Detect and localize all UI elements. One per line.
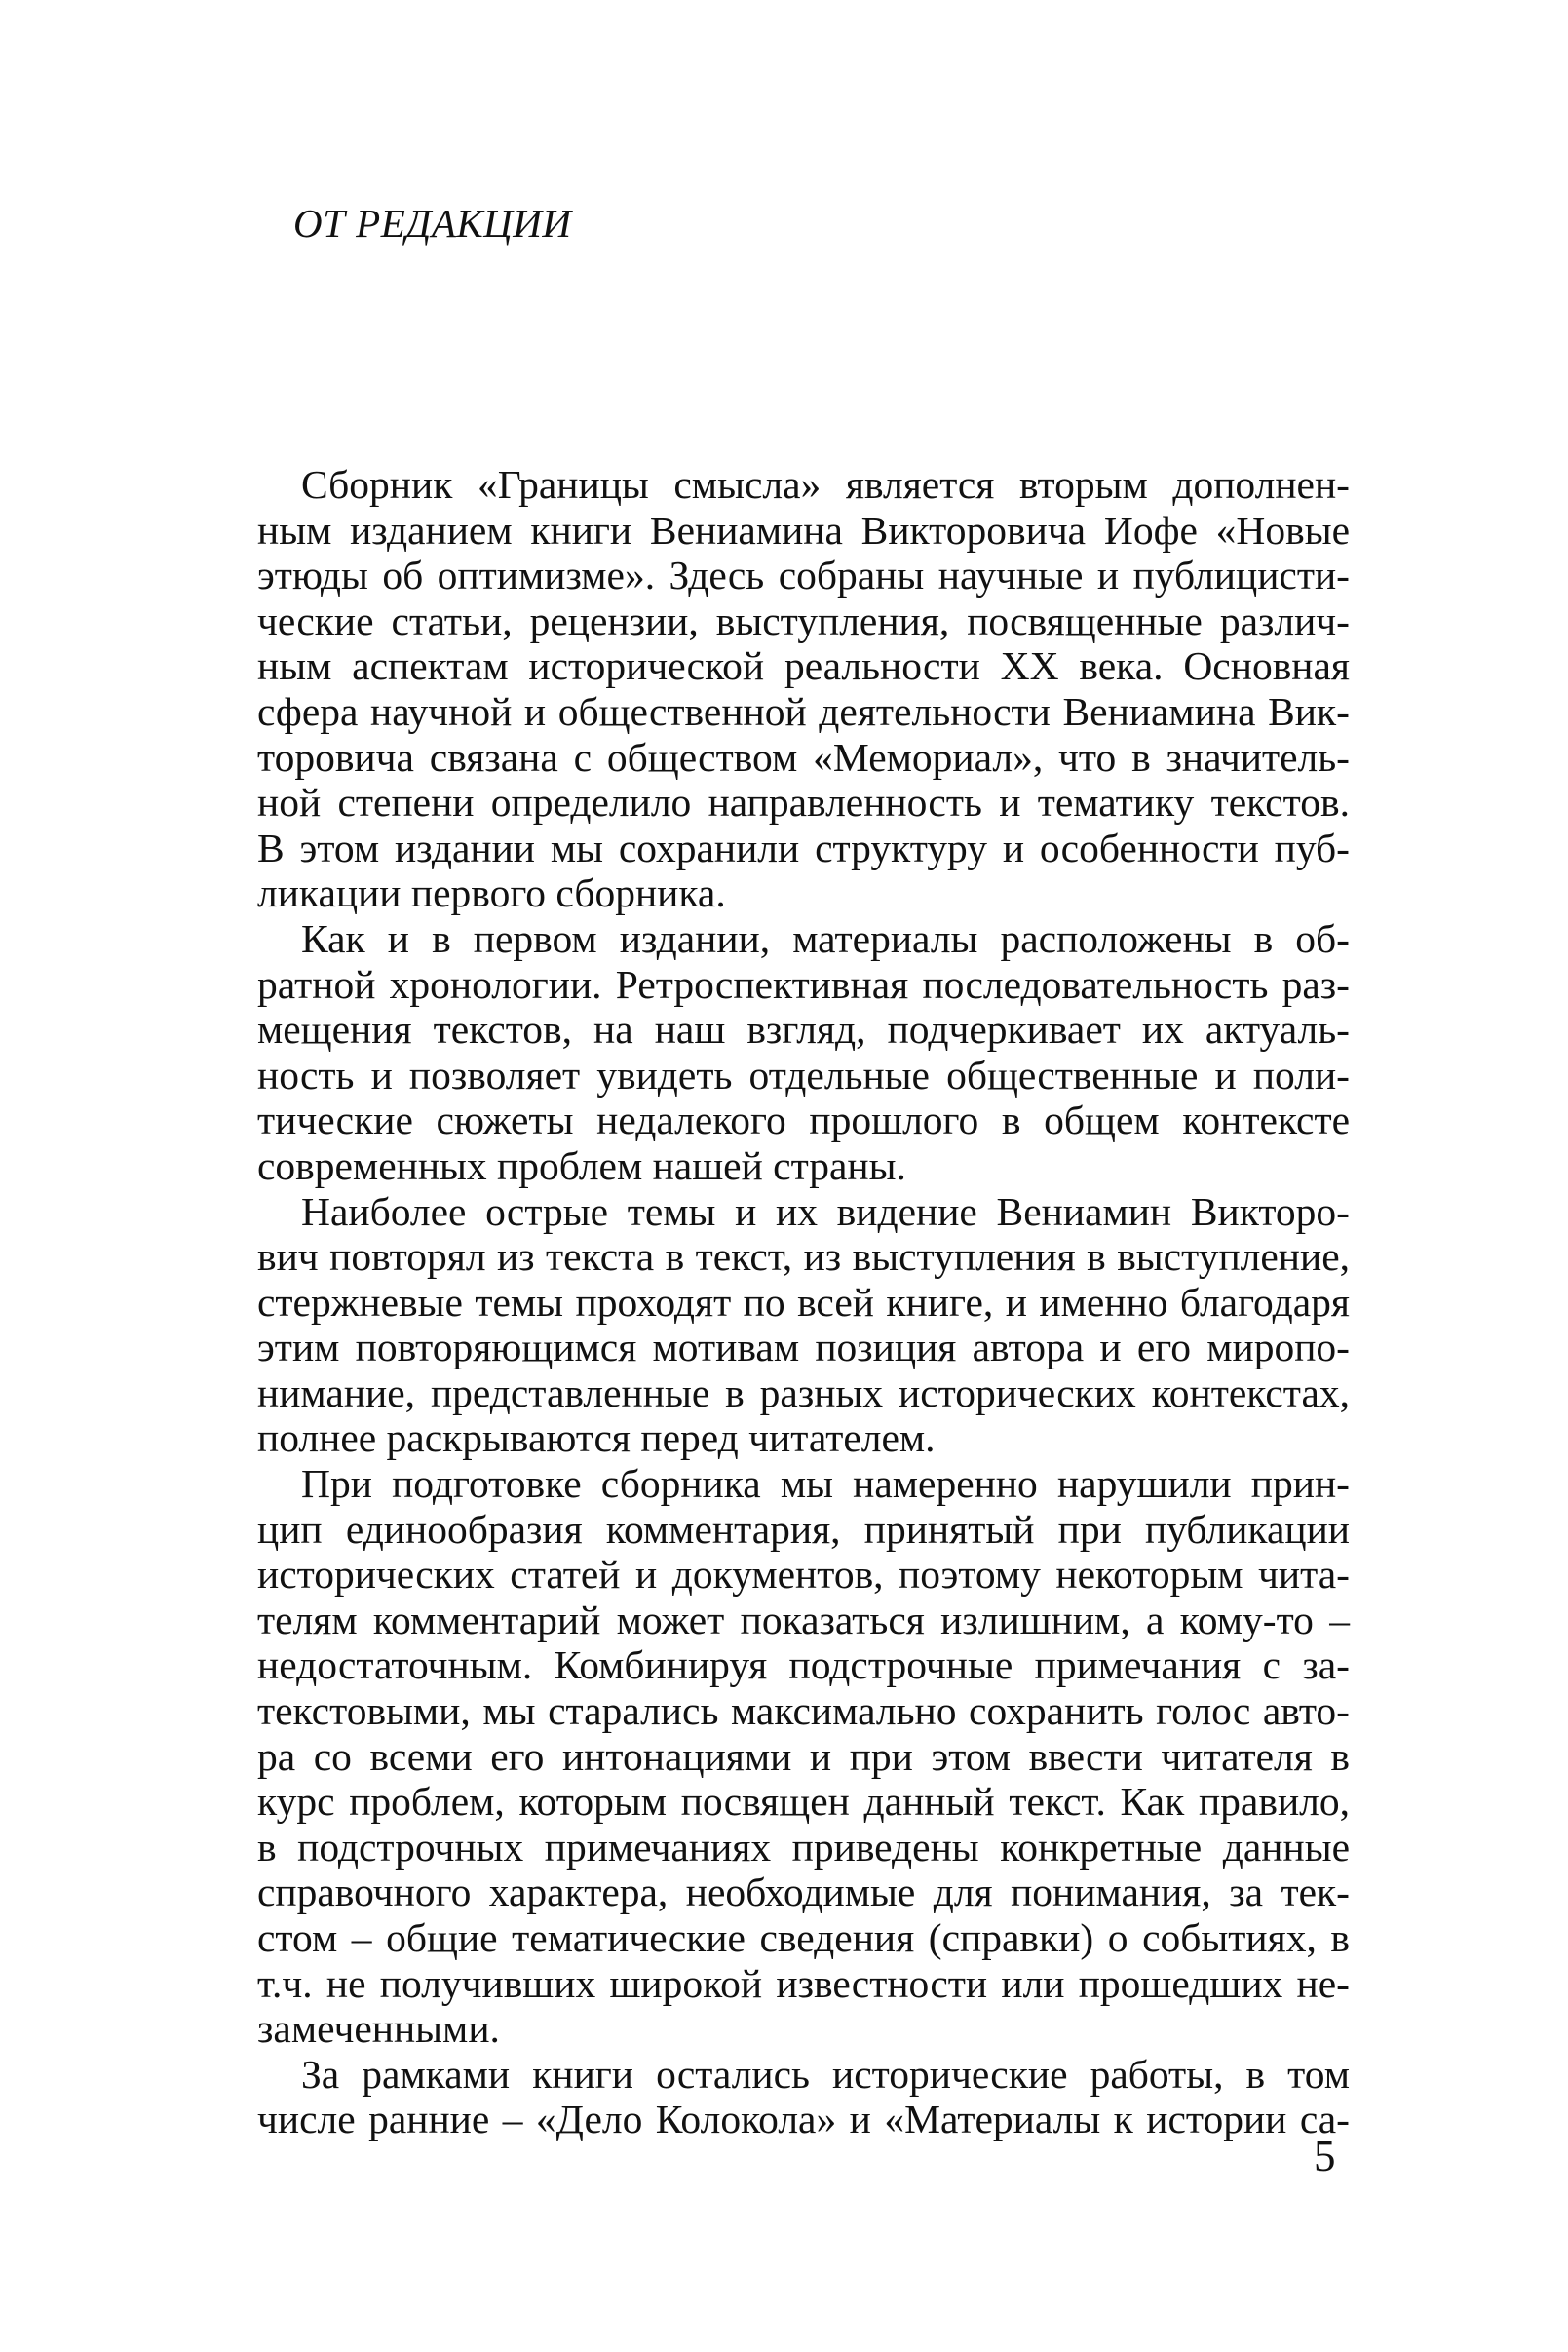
- text-line: в подстрочных примечаниях приведены конкретные данные: [257, 1824, 1350, 1870]
- text-line: курс проблем, которым посвящен данный текст. Как правило,: [257, 1779, 1350, 1825]
- text-line: ной степени определило направленность и тематику текстов.: [257, 780, 1350, 826]
- text-line: ратной хронологии. Ретроспективная последовательность раз-: [257, 961, 1350, 1007]
- text-line: ческие статьи, рецензии, выступления, посвященные различ-: [257, 598, 1350, 643]
- text-line: тические сюжеты недалекого прошлого в общем контексте: [257, 1098, 1350, 1143]
- text-line: этим повторяющимся мотивам позиция автора и его миропо-: [257, 1325, 1350, 1370]
- text-line: цип единообразия комментария, принятый при публикации: [257, 1506, 1350, 1552]
- text-line: этюды об оптимизме». Здесь собраны научные и публицисти-: [257, 553, 1350, 598]
- text-line: В этом издании мы сохранили структуру и особенности пуб-: [257, 825, 1350, 870]
- paragraph: [257, 1189, 1350, 1462]
- text-line: ность и позволяет увидеть отдельные общественные и поли-: [257, 1052, 1350, 1098]
- text-line: При подготовке сборника мы намеренно нарушили прин-: [301, 1461, 1350, 1507]
- text-line: замеченными.: [257, 2006, 500, 2052]
- paragraph: [257, 916, 1350, 1189]
- text-line: ным изданием книги Вениамина Викторовича Иофе «Новые: [257, 507, 1350, 553]
- text-line: Как и в первом издании, материалы расположены в об-: [301, 915, 1350, 961]
- text-line: т.ч. не получивших широкой известности или прошедших не-: [257, 1960, 1350, 2006]
- text-line: исторических статей и документов, поэтому некоторым чита-: [257, 1552, 1350, 1598]
- text-line: стержневые темы проходят по всей книге, и именно благодаря: [257, 1279, 1350, 1325]
- text-line: современных проблем нашей страны.: [257, 1142, 906, 1188]
- section-heading: ОТ РЕДАКЦИИ: [293, 201, 572, 246]
- text-line: числе ранние – «Дело Колокола» и «Материалы к истории са-: [257, 2097, 1350, 2142]
- text-line: нимание, представленные в разных исторических контекстах,: [257, 1369, 1350, 1415]
- text-line: За рамками книги остались исторические работы, в том: [301, 2051, 1350, 2097]
- text-line: ра со всеми его интонациями и при этом ввести читателя в: [257, 1733, 1350, 1779]
- text-line: мещения текстов, на наш взгляд, подчеркивает их актуаль-: [257, 1007, 1350, 1053]
- text-line: недостаточным. Комбинируя подстрочные примечания с за-: [257, 1642, 1350, 1688]
- text-line: справочного характера, необходимые для понимания, за тек-: [257, 1870, 1350, 1915]
- text-line: полнее раскрываются перед читателем.: [257, 1415, 936, 1461]
- paragraph: [257, 2052, 1350, 2142]
- text-line: текстовыми, мы старались максимально сохранить голос авто-: [257, 1688, 1350, 1734]
- text-line: телям комментарий может показаться излишним, а кому-то –: [257, 1597, 1350, 1642]
- text-line: Сборник «Границы смысла» является вторым дополнен-: [301, 462, 1350, 507]
- text-line: стом – общие тематические сведения (справки) о событиях, в: [257, 1915, 1350, 1960]
- paragraph: [257, 1461, 1350, 2052]
- body-text: [257, 462, 1350, 2142]
- paragraph: [257, 462, 1350, 916]
- text-line: торовича связана с обществом «Мемориал», что в значитель-: [257, 734, 1350, 780]
- text-line: ликации первого сборника.: [257, 870, 726, 916]
- page-number: 5: [1314, 2132, 1336, 2180]
- text-line: сфера научной и общественной деятельности Вениамина Вик-: [257, 688, 1350, 734]
- text-line: Наиболее острые темы и их видение Вениамин Викторо-: [301, 1188, 1350, 1234]
- text-line: ным аспектам исторической реальности XX века. Основная: [257, 643, 1350, 689]
- text-line: вич повторял из текста в текст, из выступления в выступление,: [257, 1234, 1350, 1280]
